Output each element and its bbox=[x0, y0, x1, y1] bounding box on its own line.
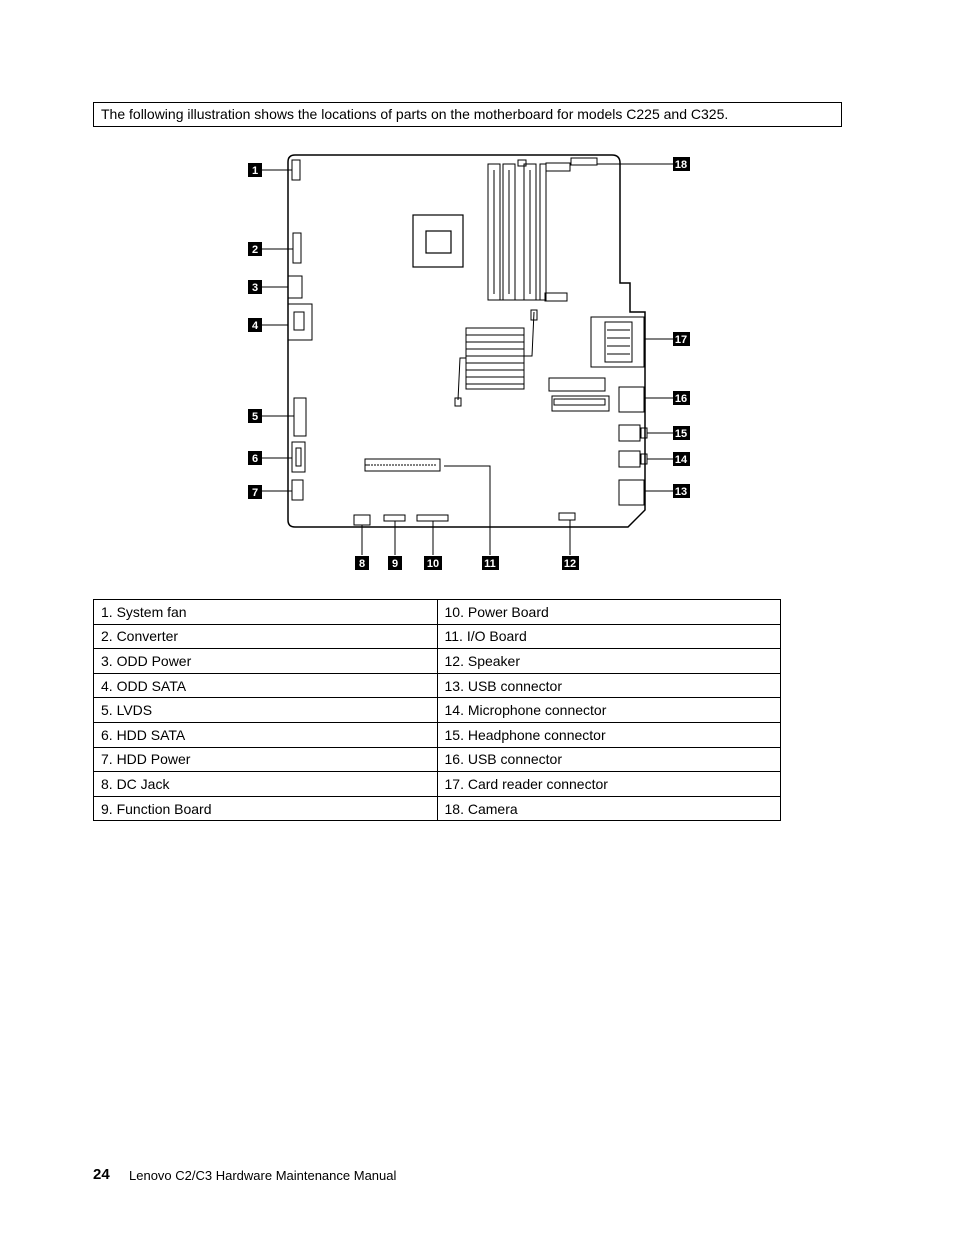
callout-18 bbox=[673, 157, 690, 171]
svg-text:10: 10 bbox=[426, 558, 440, 570]
table-row bbox=[94, 747, 781, 772]
svg-text:4: 4 bbox=[251, 320, 259, 332]
table-cell: 4. ODD SATA bbox=[94, 673, 438, 698]
svg-text:13: 13 bbox=[674, 486, 688, 498]
table-cell: 9. Function Board bbox=[94, 796, 438, 821]
table-cell: 8. DC Jack bbox=[94, 772, 438, 797]
table-row bbox=[94, 649, 781, 674]
callout-9 bbox=[388, 556, 402, 570]
heatsink bbox=[455, 310, 537, 406]
table-cell: 3. ODD Power bbox=[94, 649, 438, 674]
table-cell: 1. System fan bbox=[94, 600, 438, 625]
card-reader-block bbox=[591, 317, 644, 367]
leader-lines bbox=[262, 164, 673, 555]
table-cell: 17. Card reader connector bbox=[437, 772, 781, 797]
table-cell: 5. LVDS bbox=[94, 698, 438, 723]
table-cell: 10. Power Board bbox=[437, 600, 781, 625]
svg-text:2: 2 bbox=[251, 244, 259, 256]
mid-connectors bbox=[549, 378, 609, 411]
cpu-socket bbox=[413, 215, 463, 267]
callout-13 bbox=[673, 484, 690, 498]
callout-5 bbox=[248, 409, 262, 423]
callout-8 bbox=[355, 556, 369, 570]
svg-text:18: 18 bbox=[674, 159, 688, 171]
table-row bbox=[94, 722, 781, 747]
memory-slots bbox=[488, 158, 597, 301]
svg-text:3: 3 bbox=[251, 282, 259, 294]
table-cell: 11. I/O Board bbox=[437, 624, 781, 649]
svg-text:14: 14 bbox=[674, 454, 688, 466]
motherboard-diagram bbox=[0, 0, 954, 600]
callout-3 bbox=[248, 280, 262, 294]
callout-14 bbox=[673, 452, 690, 466]
svg-text:1: 1 bbox=[251, 165, 259, 177]
callout-12 bbox=[562, 556, 579, 570]
svg-text:7: 7 bbox=[251, 487, 259, 499]
callout-6 bbox=[248, 451, 262, 465]
svg-text:8: 8 bbox=[358, 558, 366, 570]
svg-text:6: 6 bbox=[251, 453, 259, 465]
table-row bbox=[94, 673, 781, 698]
left-connectors bbox=[288, 160, 312, 500]
table-cell: 14. Microphone connector bbox=[437, 698, 781, 723]
callout-4 bbox=[248, 318, 262, 332]
svg-text:9: 9 bbox=[391, 558, 399, 570]
table-row bbox=[94, 772, 781, 797]
callout-7 bbox=[248, 485, 262, 499]
table-cell: 6. HDD SATA bbox=[94, 722, 438, 747]
parts-table bbox=[93, 599, 781, 821]
callout-11 bbox=[482, 556, 499, 570]
table-cell: 15. Headphone connector bbox=[437, 722, 781, 747]
intro-text: The following illustration shows the locations of parts on the motherboard for models C225 and C325. bbox=[93, 102, 842, 127]
manual-title: Lenovo C2/C3 Hardware Maintenance Manual bbox=[129, 1168, 397, 1183]
table-cell: 13. USB connector bbox=[437, 673, 781, 698]
svg-text:5: 5 bbox=[251, 411, 259, 423]
callout-15 bbox=[673, 426, 690, 440]
page-number: 24 bbox=[93, 1166, 110, 1183]
svg-text:11: 11 bbox=[484, 558, 496, 570]
table-cell: 7. HDD Power bbox=[94, 747, 438, 772]
io-slot bbox=[365, 459, 440, 471]
table-cell: 2. Converter bbox=[94, 624, 438, 649]
table-cell: 16. USB connector bbox=[437, 747, 781, 772]
bottom-connectors bbox=[354, 513, 575, 525]
table-row bbox=[94, 624, 781, 649]
table-row bbox=[94, 796, 781, 821]
table-row bbox=[94, 698, 781, 723]
svg-text:15: 15 bbox=[674, 428, 688, 440]
callout-17 bbox=[673, 332, 690, 346]
callout-2 bbox=[248, 242, 262, 256]
svg-text:16: 16 bbox=[674, 393, 688, 405]
svg-text:17: 17 bbox=[674, 334, 688, 346]
svg-text:12: 12 bbox=[563, 558, 577, 570]
table-cell: 12. Speaker bbox=[437, 649, 781, 674]
callout-10 bbox=[424, 556, 442, 570]
table-cell: 18. Camera bbox=[437, 796, 781, 821]
callout-1 bbox=[248, 163, 262, 177]
table-row bbox=[94, 600, 781, 625]
callout-16 bbox=[673, 391, 690, 405]
cpu-core bbox=[426, 231, 451, 253]
side-ports bbox=[619, 387, 647, 505]
